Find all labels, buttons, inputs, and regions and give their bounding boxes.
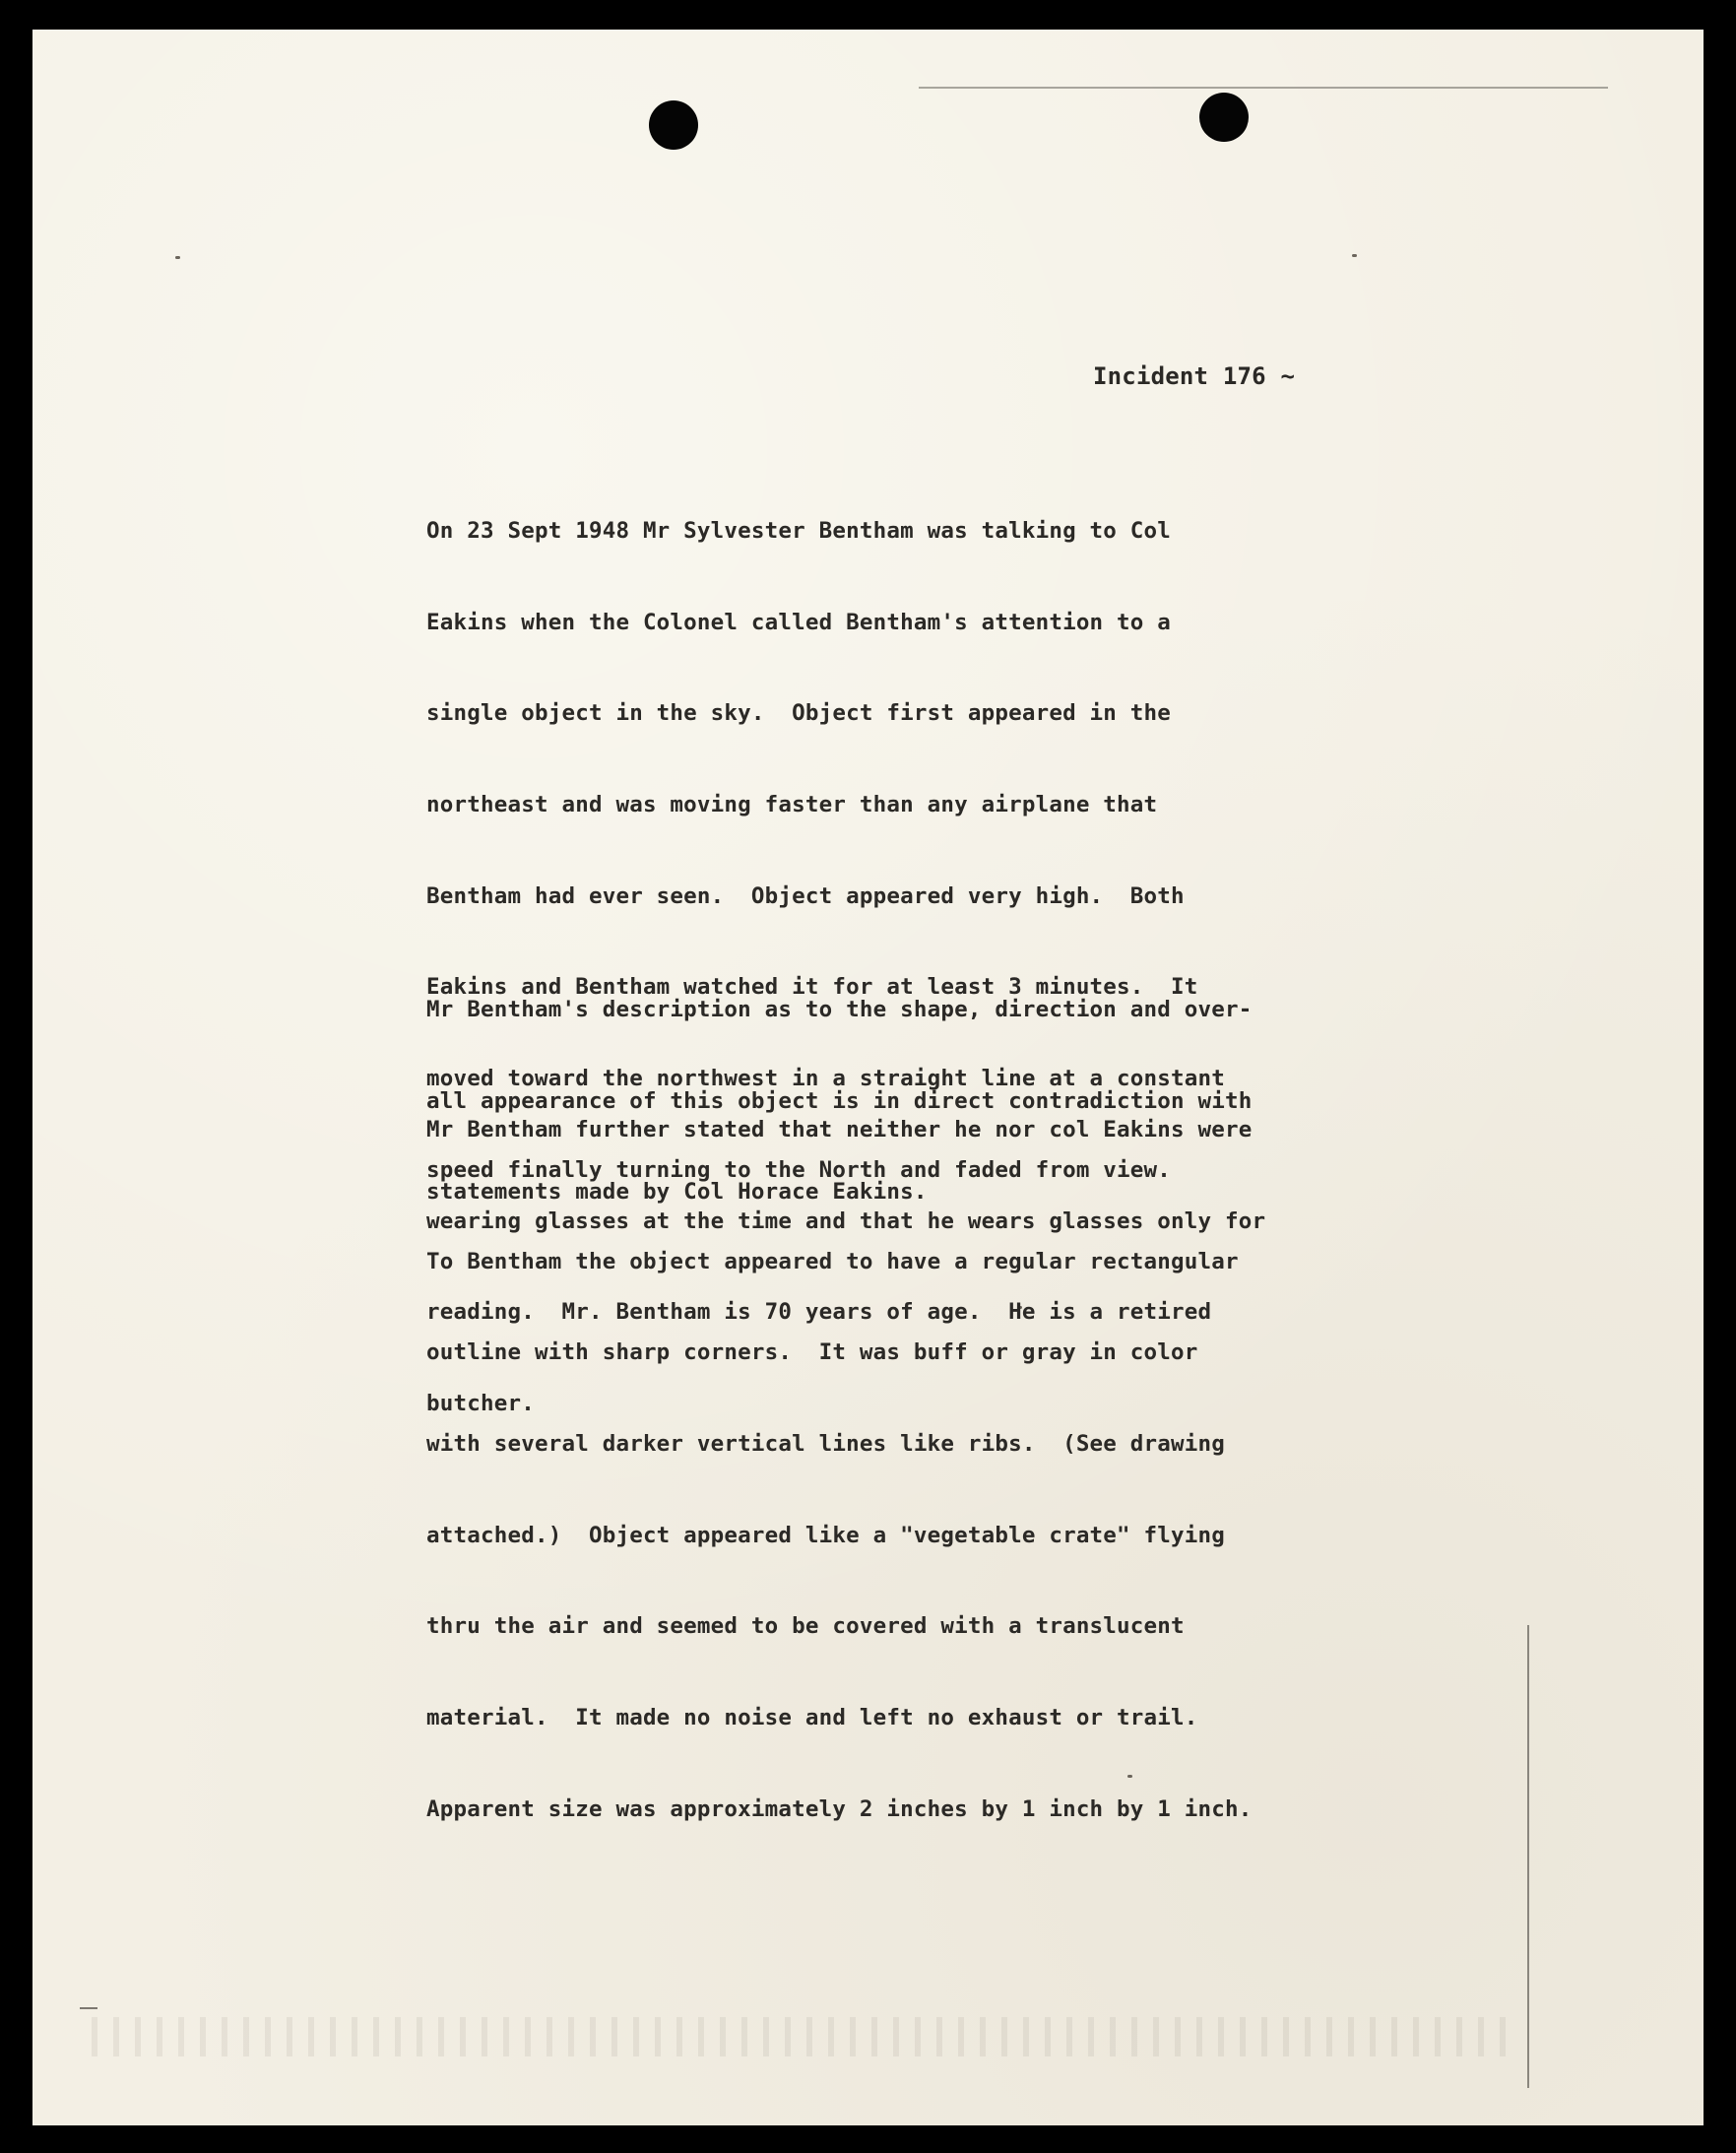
text-line: Eakins when the Colonel called Bentham's attention to a <box>426 609 1172 635</box>
text-line: Apparent size was approximately 2 inches by 1 inch by 1 inch. <box>426 1795 1253 1822</box>
top-fold-line <box>919 87 1608 89</box>
text-line: speed finally turning to the North and faded from view. <box>426 1156 1172 1183</box>
text-line: Eakins and Bentham watched it for at least 3 minutes. It <box>426 974 1198 1001</box>
text-line: reading. Mr. Bentham is 70 years of age. He is a retired <box>426 1299 1212 1326</box>
punch-hole-left <box>649 100 698 150</box>
text-line: northeast and was moving faster than any airplane that <box>426 791 1158 817</box>
text-line: Bentham had ever seen. Object appeared very high. Both <box>426 882 1185 909</box>
punch-hole-right <box>1199 93 1249 142</box>
text-line: On 23 Sept 1948 Mr Sylvester Bentham was talking to Col <box>426 517 1172 544</box>
text-line: single object in the sky. Object first appeared in the <box>426 700 1172 727</box>
text-line: wearing glasses at the time and that he wears glasses only for <box>426 1207 1266 1234</box>
text-line: Mr Bentham further stated that neither he nor col Eakins were <box>426 1116 1253 1142</box>
scan-speck <box>1352 254 1357 257</box>
paper-sheet <box>32 30 1704 2125</box>
bottom-scan-noise <box>92 2017 1519 2056</box>
text-line: To Bentham the object appeared to have a regular rectangular <box>426 1248 1239 1274</box>
text-line: thru the air and seemed to be covered with a translucent <box>426 1613 1185 1640</box>
text-line: material. It made no noise and left no exhaust or trail. <box>426 1705 1198 1731</box>
text-line: butcher. <box>426 1390 535 1416</box>
text-line: all appearance of this object is in direct contradiction with <box>426 1087 1253 1114</box>
incident-number-label: Incident 176 ~ <box>1093 362 1296 390</box>
text-line: statements made by Col Horace Eakins. <box>426 1179 928 1206</box>
text-line: moved toward the northwest in a straight line at a constant <box>426 1066 1226 1092</box>
right-margin-line <box>1527 1625 1529 2088</box>
left-margin-tick <box>80 2007 97 2009</box>
scan-speck <box>175 256 180 259</box>
text-line: attached.) Object appeared like a "vegetable crate" flying <box>426 1522 1226 1548</box>
text-line: with several darker vertical lines like ribs. (See drawing <box>426 1431 1226 1457</box>
text-line: Mr Bentham's description as to the shape, direction and over- <box>426 996 1253 1022</box>
paragraph-witness-details <box>426 1054 1510 1480</box>
text-line: outline with sharp corners. It was buff or gray in color <box>426 1339 1198 1366</box>
